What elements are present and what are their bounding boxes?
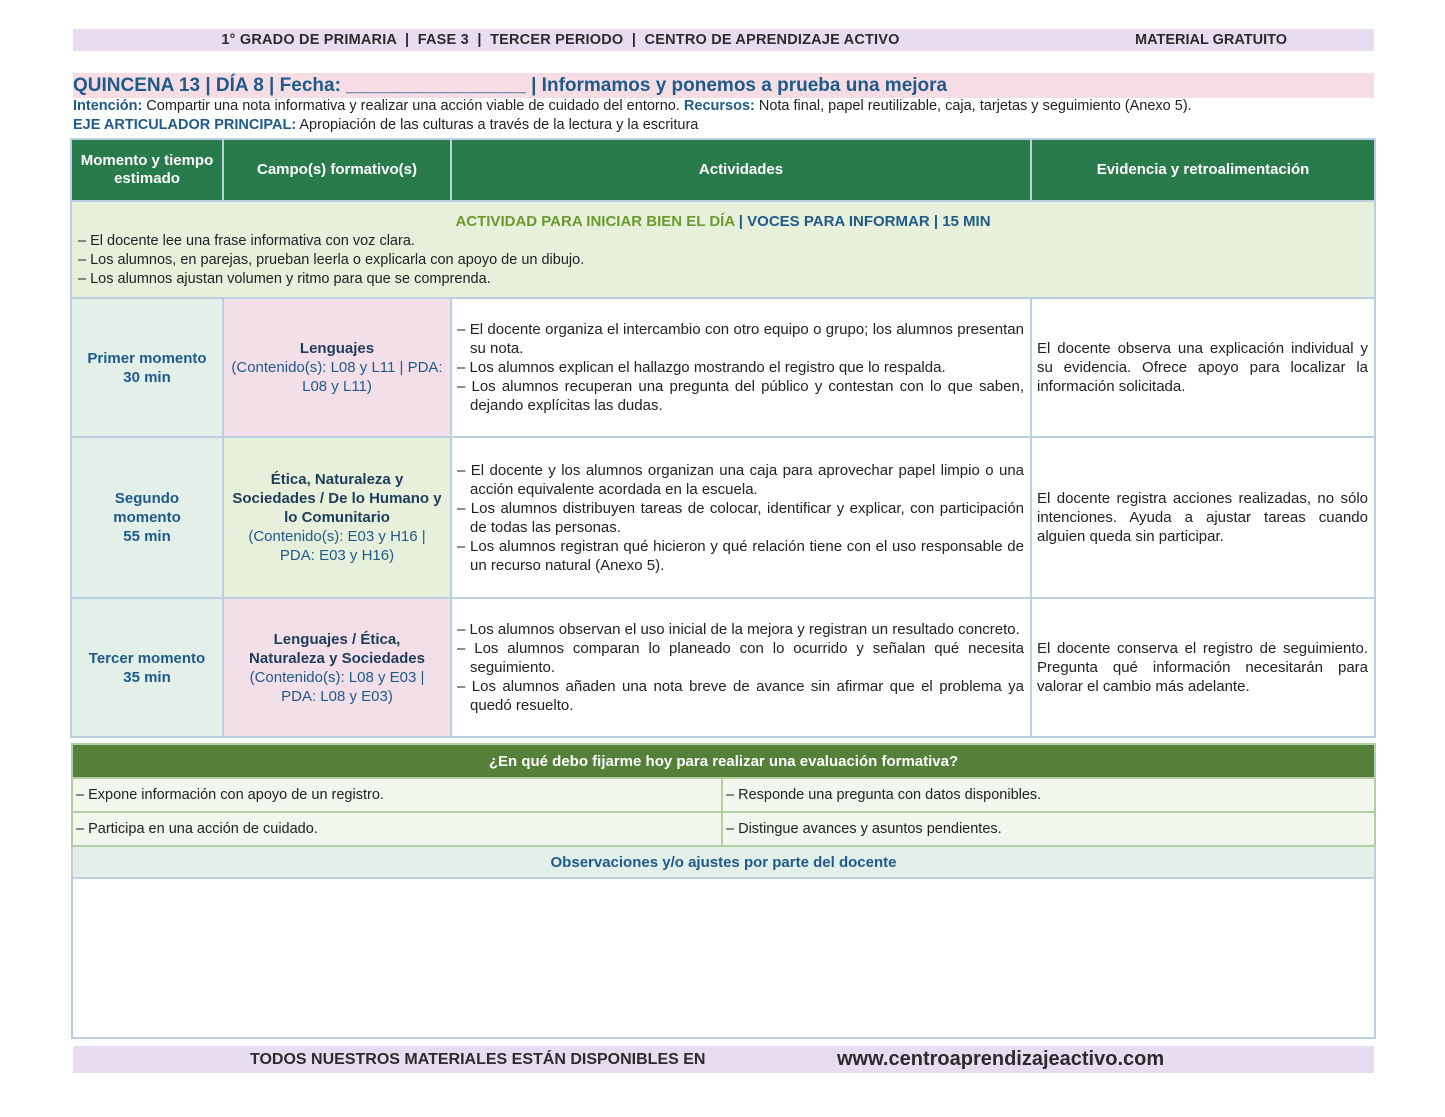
list-item: – Los alumnos registran qué hicieron y qué relación tiene con el uso responsable de un recurso natural (Anexo 5). bbox=[457, 537, 1024, 574]
moment-cell bbox=[71, 437, 223, 598]
start-activity-title-blue: | VOCES PARA INFORMAR | 15 MIN bbox=[734, 213, 991, 230]
campo-name: Ética, Naturaleza y Sociedades / De lo Humano y lo Comunitario bbox=[232, 471, 442, 526]
observations-area[interactable] bbox=[72, 878, 1375, 1038]
evaluation-item: – Distingue avances y asuntos pendientes. bbox=[722, 812, 1375, 846]
evaluation-item: – Responde una pregunta con datos disponibles. bbox=[722, 778, 1375, 812]
list-item: – Los alumnos, en parejas, prueban leerla o explicarla con apoyo de un dibujo. bbox=[78, 252, 585, 268]
observations-title: Observaciones y/o ajustes por parte del docente bbox=[72, 846, 1375, 878]
header-info: 1° GRADO DE PRIMARIA | FASE 3 | TERCER PERIODO | CENTRO DE APRENDIZAJE ACTIVO bbox=[221, 32, 900, 48]
plan-table bbox=[70, 138, 1376, 738]
list-item: – Los alumnos explican el hallazgo mostrando el registro que lo respalda. bbox=[457, 359, 946, 376]
table-header-row bbox=[71, 139, 1375, 201]
list-item: – Los alumnos ajustan volumen y ritmo para que se comprenda. bbox=[78, 271, 491, 287]
evidence-cell: El docente conserva el registro de seguimiento. Pregunta qué información necesitarán para valorar el cambio más adelante. bbox=[1031, 598, 1375, 737]
intention-line bbox=[73, 97, 1374, 115]
col-campo-header: Campo(s) formativo(s) bbox=[223, 139, 451, 201]
campo-cell bbox=[223, 437, 451, 598]
campo-content: (Contenido(s): E03 y H16 | PDA: E03 y H16) bbox=[248, 528, 426, 564]
axis-text: Apropiación de las culturas a través de la lectura y la escritura bbox=[296, 117, 699, 133]
table-row bbox=[71, 437, 1375, 598]
header-free-label: MATERIAL GRATUITO bbox=[1135, 32, 1287, 48]
page-title: QUINCENA 13 | DÍA 8 | Fecha: _________________ | Informamos y ponemos a prueba una mejora bbox=[73, 75, 948, 96]
start-activity bbox=[71, 201, 1375, 298]
col-activities-header: Actividades bbox=[451, 139, 1031, 201]
col-moment-header: Momento y tiempo estimado bbox=[71, 139, 223, 201]
list-item: – Los alumnos comparan lo planeado con lo ocurrido y señalan qué necesita seguimiento. bbox=[457, 640, 1024, 676]
resources-label: Recursos: bbox=[683, 98, 755, 114]
moment-cell bbox=[71, 598, 223, 737]
evaluation-title: ¿En qué debo fijarme hoy para realizar una evaluación formativa? bbox=[72, 744, 1375, 778]
list-item: – El docente organiza el intercambio con otro equipo o grupo; los alumnos presentan su nota. bbox=[457, 321, 1024, 357]
activities-cell bbox=[451, 437, 1031, 598]
evaluation-item: – Participa en una acción de cuidado. bbox=[72, 812, 722, 846]
footer-band bbox=[73, 1046, 1374, 1073]
title-band bbox=[73, 73, 1374, 98]
campo-content: (Contenido(s): L08 y L11 | PDA: L08 y L11) bbox=[231, 359, 443, 395]
list-item: – Los alumnos distribuyen tareas de colocar, identificar y explicar, con participación de todas las personas. bbox=[457, 499, 1024, 536]
table-row bbox=[71, 598, 1375, 737]
moment-time: 35 min bbox=[123, 668, 171, 686]
header-band bbox=[73, 29, 1374, 51]
evaluation-item: – Expone información con apoyo de un registro. bbox=[72, 778, 722, 812]
moment-name: Primer momento bbox=[87, 349, 207, 367]
axis-label: EJE ARTICULADOR PRINCIPAL: bbox=[73, 117, 297, 133]
footer-url-link[interactable]: www.centroaprendizajeactivo.com bbox=[837, 1048, 1165, 1070]
footer-text: TODOS NUESTROS MATERIALES ESTÁN DISPONIBLES EN bbox=[250, 1051, 706, 1068]
evidence-cell: El docente registra acciones realizadas, no sólo intenciones. Ayuda a ajustar tareas cuando alguien queda sin participar. bbox=[1031, 437, 1375, 598]
moment-name: Segundo momento bbox=[113, 490, 181, 526]
axis-line bbox=[73, 116, 1374, 134]
start-activity-title bbox=[78, 212, 1368, 231]
list-item: – El docente lee una frase informativa con voz clara. bbox=[78, 233, 415, 249]
list-item: – Los alumnos recuperan una pregunta del público y contestan con lo que saben, dejando explícitas las dudas. bbox=[457, 378, 1024, 414]
campo-content: (Contenido(s): L08 y E03 | PDA: L08 y E03) bbox=[249, 668, 425, 705]
activities-cell bbox=[451, 298, 1031, 437]
moment-time: 55 min bbox=[123, 528, 171, 545]
list-item: – Los alumnos observan el uso inicial de la mejora y registran un resultado concreto. bbox=[457, 621, 1020, 638]
campo-cell bbox=[223, 598, 451, 737]
campo-name: Lenguajes / Ética, Naturaleza y Sociedades bbox=[249, 630, 425, 667]
evidence-cell: El docente observa una explicación individual y su evidencia. Ofrece apoyo para localizar la información solicitada. bbox=[1031, 298, 1375, 437]
start-activity-row bbox=[71, 201, 1375, 298]
start-activity-title-green: ACTIVIDAD PARA INICIAR BIEN EL DÍA bbox=[455, 213, 735, 230]
intention-label: Intención: bbox=[73, 98, 143, 114]
list-item: – Los alumnos añaden una nota breve de avance sin afirmar que el problema ya quedó resuelto. bbox=[457, 678, 1024, 714]
moment-time: 30 min bbox=[123, 368, 171, 386]
activities-cell bbox=[451, 598, 1031, 737]
col-evidence-header: Evidencia y retroalimentación bbox=[1031, 139, 1375, 201]
list-item: – El docente y los alumnos organizan una caja para aprovechar papel limpio o una acción equivalente acordada en la escuela. bbox=[457, 461, 1024, 498]
moment-cell bbox=[71, 298, 223, 437]
intention-text: Compartir una nota informativa y realizar una acción viable de cuidado del entorno. bbox=[142, 98, 684, 114]
table-row bbox=[71, 298, 1375, 437]
moment-name: Tercer momento bbox=[88, 649, 206, 667]
resources-text: Nota final, papel reutilizable, caja, tarjetas y seguimiento (Anexo 5). bbox=[754, 98, 1192, 114]
evaluation-table bbox=[71, 743, 1376, 1039]
campo-name: Lenguajes bbox=[299, 340, 375, 357]
campo-cell bbox=[223, 298, 451, 437]
